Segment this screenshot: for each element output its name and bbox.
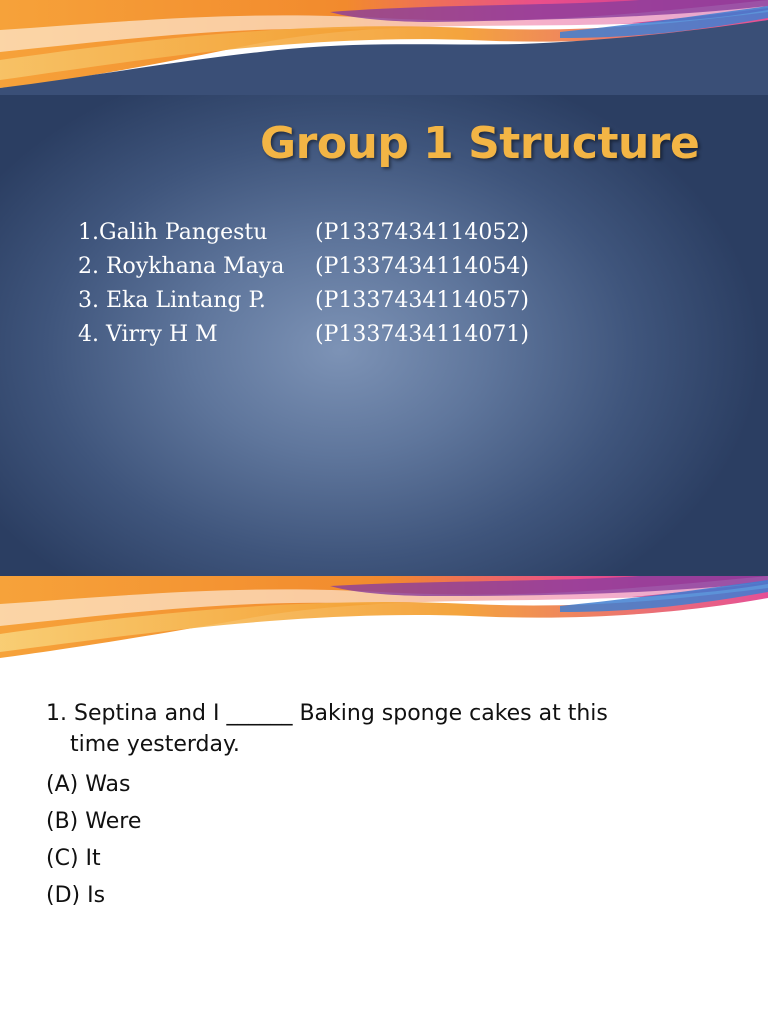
member-name: 1.Galih Pangestu bbox=[78, 220, 268, 245]
member-id: (P1337434114054) bbox=[315, 254, 529, 279]
member-name: 4. Virry H M bbox=[78, 322, 218, 347]
answer-options bbox=[46, 766, 608, 914]
member-id: (P1337434114052) bbox=[315, 220, 529, 245]
member-id: (P1337434114071) bbox=[315, 322, 529, 347]
member-name: 3. Eka Lintang P. bbox=[78, 288, 266, 313]
answer-option-b: (B) Were bbox=[46, 809, 142, 834]
answer-option-a: (A) Was bbox=[46, 772, 131, 797]
list-item bbox=[78, 320, 529, 354]
slide-2 bbox=[0, 576, 768, 1024]
decorative-wave-banner bbox=[0, 576, 768, 666]
answer-option-c: (C) It bbox=[46, 846, 101, 871]
list-item bbox=[78, 252, 529, 286]
decorative-wave-banner bbox=[0, 0, 768, 95]
question-block bbox=[46, 698, 608, 914]
member-list bbox=[78, 218, 529, 354]
list-item bbox=[78, 218, 529, 252]
answer-option-d: (D) Is bbox=[46, 883, 106, 908]
question-text-continued: time yesterday. bbox=[70, 732, 240, 757]
member-name: 2. Roykhana Maya bbox=[78, 254, 285, 279]
list-item bbox=[78, 286, 529, 320]
slide-title: Group 1 Structure bbox=[260, 118, 700, 169]
member-id: (P1337434114057) bbox=[315, 288, 529, 313]
question-text: 1. Septina and I ______ Baking sponge cakes at this bbox=[46, 701, 608, 726]
